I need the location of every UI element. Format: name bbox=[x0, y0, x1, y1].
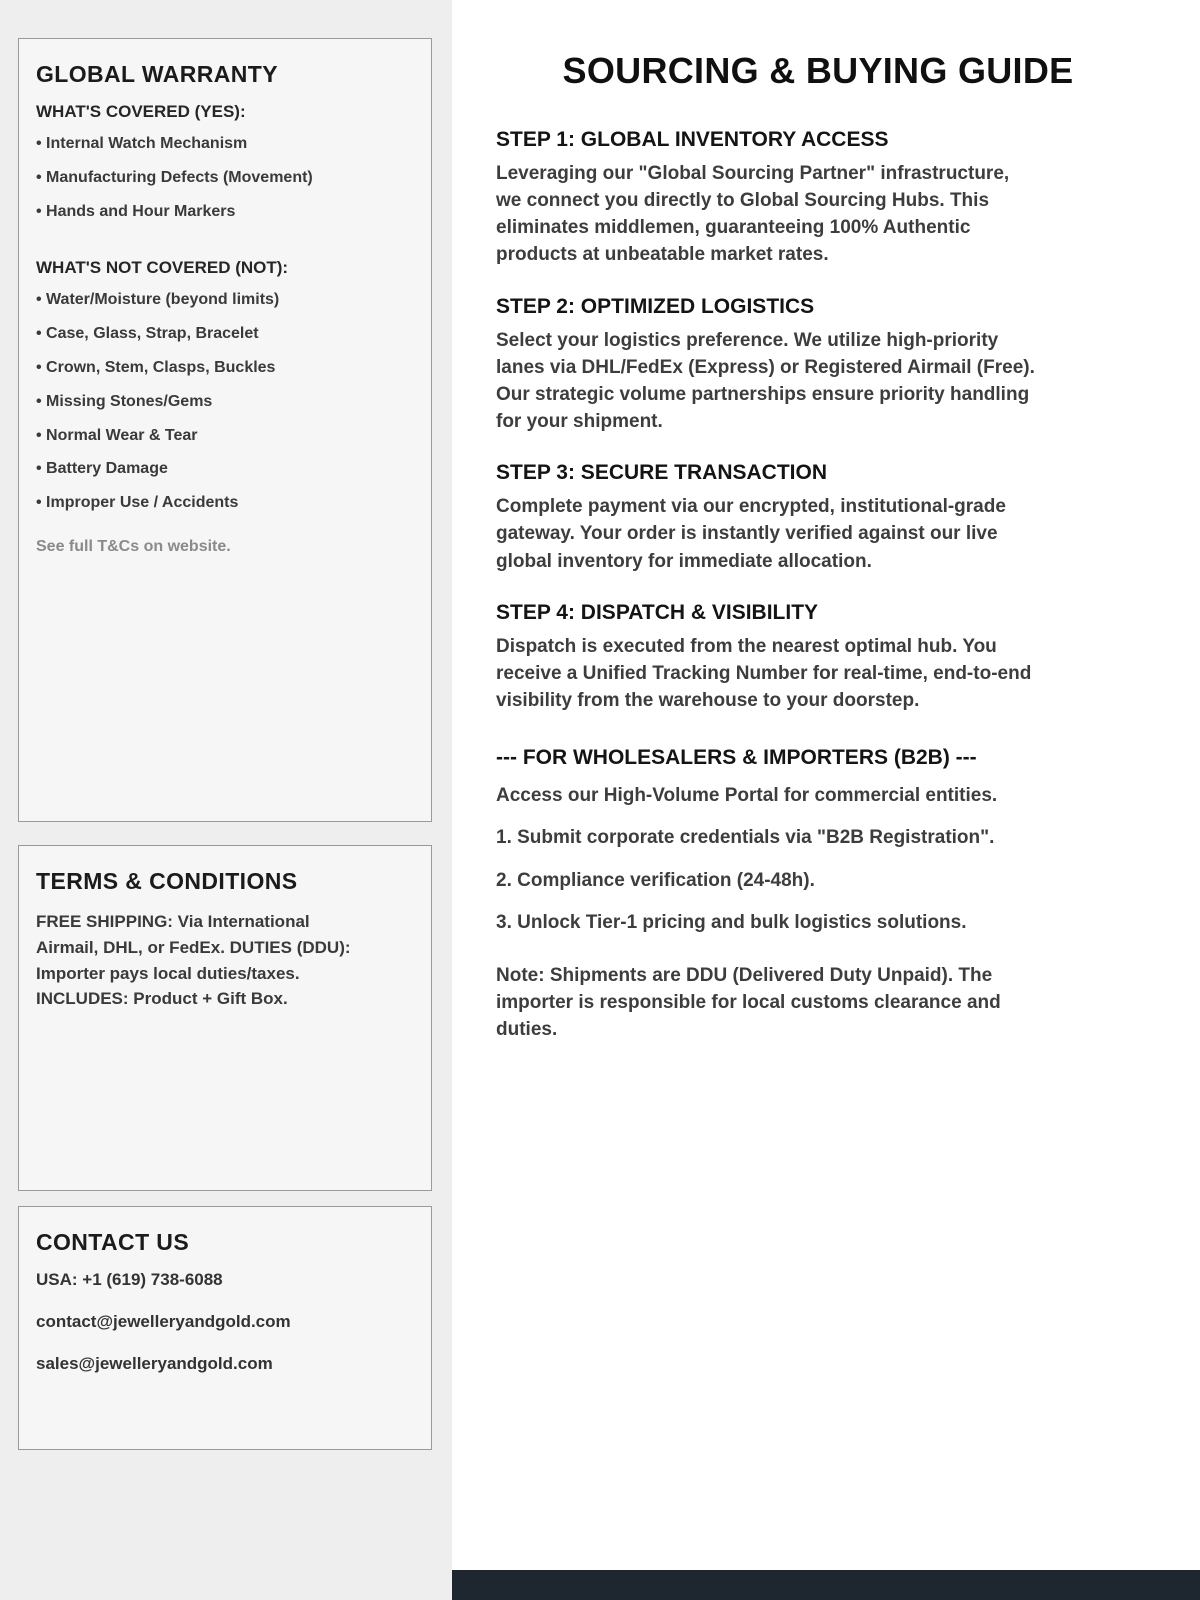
b2b-step-2: 2. Compliance verification (24-48h). bbox=[496, 869, 815, 891]
not-covered-item: • Battery Damage bbox=[36, 459, 414, 480]
b2b-step-1: 1. Submit corporate credentials via "B2B Registration". bbox=[496, 827, 995, 849]
covered-item: • Hands and Hour Markers bbox=[36, 202, 414, 223]
terms-title: TERMS & CONDITIONS bbox=[36, 868, 298, 894]
contact-panel bbox=[18, 1206, 432, 1450]
step-4-body: Dispatch is executed from the nearest optimal hub. You receive a Unified Tracking Number for real-time, end-to-end visibility from the warehouse to your doorstep. bbox=[496, 635, 1032, 712]
not-covered-heading: WHAT'S NOT COVERED (NOT): bbox=[36, 258, 289, 278]
terms-panel bbox=[18, 845, 432, 1191]
step-4-heading: STEP 4: DISPATCH & VISIBILITY bbox=[496, 600, 819, 624]
covered-item: • Internal Watch Mechanism bbox=[36, 134, 414, 155]
not-covered-item: • Case, Glass, Strap, Bracelet bbox=[36, 324, 414, 345]
not-covered-item: • Normal Wear & Tear bbox=[36, 426, 414, 447]
b2b-step-3: 3. Unlock Tier-1 pricing and bulk logistics solutions. bbox=[496, 911, 967, 933]
contact-title: CONTACT US bbox=[36, 1229, 190, 1255]
step-1-body: Leveraging our "Global Sourcing Partner" infrastructure, we connect you directly to Global Sourcing Hubs. This eliminates middlemen, guaranteeing 100% Authentic products at unbeatable market rates. bbox=[496, 163, 1010, 266]
step-3 bbox=[496, 461, 1140, 574]
contact-phone: USA: +1 (619) 738-6088 bbox=[36, 1270, 223, 1289]
not-covered-item: • Water/Moisture (beyond limits) bbox=[36, 290, 414, 311]
b2b-note: Note: Shipments are DDU (Delivered Duty Unpaid). The importer is responsible for local customs clearance and duties. bbox=[496, 964, 1001, 1041]
step-1 bbox=[496, 128, 1140, 269]
page-title: SOURCING & BUYING GUIDE bbox=[562, 50, 1074, 91]
b2b-heading: --- FOR WHOLESALERS & IMPORTERS (B2B) --- bbox=[496, 746, 977, 770]
warranty-footnote: See full T&Cs on website. bbox=[36, 537, 231, 555]
warranty-panel bbox=[18, 38, 432, 822]
step-2-heading: STEP 2: OPTIMIZED LOGISTICS bbox=[496, 294, 815, 318]
step-2 bbox=[496, 295, 1140, 436]
step-3-body: Complete payment via our encrypted, institutional-grade gateway. Your order is instantly verified against our live global inventory for immediate allocation. bbox=[496, 496, 1006, 572]
b2b-section bbox=[496, 746, 1140, 1043]
step-4 bbox=[496, 601, 1140, 714]
bottom-bar bbox=[452, 1570, 1200, 1600]
contact-email: contact@jewelleryandgold.com bbox=[36, 1312, 291, 1331]
covered-item: • Manufacturing Defects (Movement) bbox=[36, 168, 414, 189]
warranty-title: GLOBAL WARRANTY bbox=[36, 61, 278, 87]
terms-body: FREE SHIPPING: Via International Airmail, DHL, or FedEx. DUTIES (DDU): Importer pays local duties/taxes. INCLUDES: Product + Gift Box. bbox=[36, 912, 351, 1009]
not-covered-item: • Missing Stones/Gems bbox=[36, 392, 414, 413]
not-covered-item: • Improper Use / Accidents bbox=[36, 493, 414, 514]
step-1-heading: STEP 1: GLOBAL INVENTORY ACCESS bbox=[496, 128, 889, 151]
sidebar bbox=[0, 0, 452, 1600]
contact-email-sales: sales@jewelleryandgold.com bbox=[36, 1354, 273, 1373]
step-3-heading: STEP 3: SECURE TRANSACTION bbox=[496, 461, 827, 485]
b2b-intro: Access our High-Volume Portal for commercial entities. bbox=[496, 785, 998, 807]
not-covered-item: • Crown, Stem, Clasps, Buckles bbox=[36, 358, 414, 379]
step-2-body: Select your logistics preference. We utilize high-priority lanes via DHL/FedEx (Express) or Registered Airmail (Free). Our strategic volume partnerships ensure priority handling for your shipment. bbox=[496, 329, 1035, 433]
main-content bbox=[452, 0, 1200, 1600]
covered-heading: WHAT'S COVERED (YES): bbox=[36, 102, 246, 121]
